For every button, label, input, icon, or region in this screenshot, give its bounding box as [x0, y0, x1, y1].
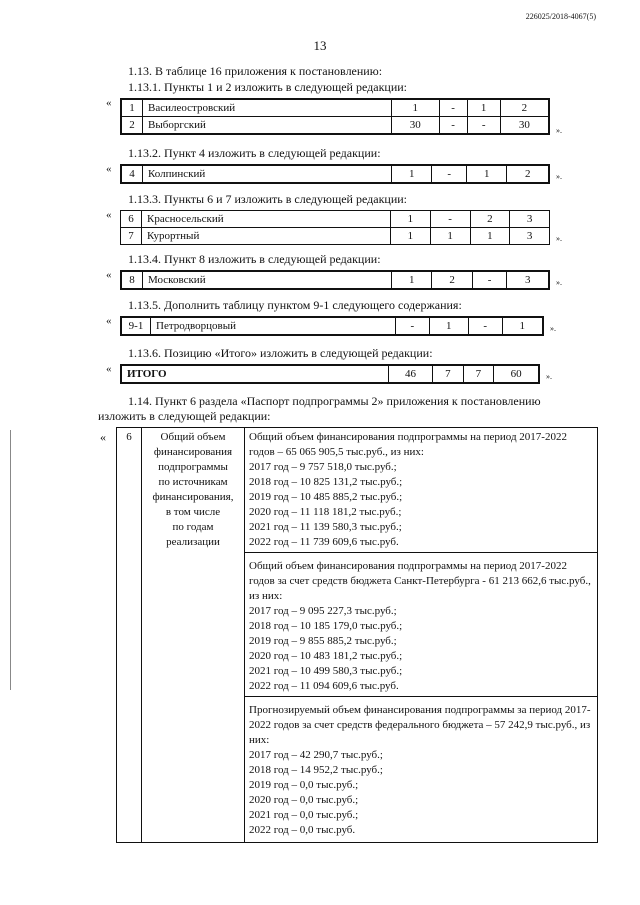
cell-value: 1 — [391, 228, 431, 245]
row-number: 9-1 — [121, 317, 151, 335]
section-1-13-5-label: 1.13.5. Дополнить таблицу пунктом 9-1 следующего содержания: — [128, 298, 462, 312]
cell-value: - — [396, 317, 430, 335]
cell-value: 46 — [389, 365, 433, 383]
section-1-13-6-label: 1.13.6. Позицию «Итого» изложить в следующей редакции: — [128, 346, 433, 360]
close-quote: ». — [556, 172, 562, 181]
open-quote: « — [100, 430, 106, 444]
cell-value: 1 — [470, 228, 510, 245]
year-line: 2020 год – 11 118 181,2 тыс.руб.; — [249, 506, 402, 518]
page-number: 13 — [313, 38, 327, 53]
section-1-13-2-label: 1.13.2. Пункт 4 изложить в следующей редакции: — [128, 146, 381, 160]
table-row — [121, 271, 549, 289]
row-number: 8 — [121, 271, 143, 289]
year-line: 2018 год – 14 952,2 тыс.руб.; — [249, 764, 383, 776]
open-quote: « — [106, 363, 112, 375]
year-line: 2018 год – 10 185 179,0 тыс.руб.; — [249, 620, 403, 632]
cell-value: 1 — [392, 99, 440, 117]
table-row — [121, 211, 550, 228]
cell-value: 7 — [463, 365, 494, 383]
year-line: 2022 год – 0,0 тыс.руб. — [249, 824, 356, 836]
open-quote: « — [106, 269, 112, 281]
spb-budget-paragraph — [245, 557, 597, 697]
row-number: 4 — [121, 165, 143, 183]
row-number: 2 — [121, 117, 143, 135]
section-1-14-line1: 1.14. Пункт 6 раздела «Паспорт подпрограммы 2» приложения к постановлению — [128, 394, 541, 408]
label-line: по годам — [172, 521, 214, 533]
table-row — [121, 365, 539, 383]
close-quote: ». — [556, 234, 562, 243]
paragraph-head: Общий объем финансирования подпрограммы на период 2017-2022 годов за счет средств бюджета Санкт-Петербурга - 61 213 662,6 тыс.руб., из них: — [249, 560, 591, 602]
cell-value: 1 — [392, 165, 432, 183]
year-line: 2019 год – 9 855 885,2 тыс.руб.; — [249, 635, 397, 647]
year-line: 2018 год – 10 825 131,2 тыс.руб.; — [249, 476, 403, 488]
paragraph-head: Прогнозируемый объем финансирования подпрограммы за период 2017-2022 годов за счет средств федерального бюджета – 57 242,9 тыс.руб., из них: — [249, 704, 591, 746]
cell-value: 1 — [430, 228, 470, 245]
open-quote: « — [106, 315, 112, 327]
cell-value: 1 — [392, 271, 432, 289]
paragraph-head: Общий объем финансирования подпрограммы на период 2017-2022 годов – 65 065 905,5 тыс.руб., из них: — [249, 431, 567, 458]
close-quote: ». — [546, 372, 552, 381]
cell-value: 2 — [470, 211, 510, 228]
document-number: 226025/2018-4067(5) — [525, 12, 596, 21]
cell-value: - — [432, 165, 467, 183]
district-name: Московский — [143, 271, 392, 289]
financing-details — [245, 428, 598, 843]
label-line: Общий объем — [160, 431, 226, 443]
section-1-13-4-label: 1.13.4. Пункт 8 изложить в следующей редакции: — [128, 252, 381, 266]
row-number: 7 — [121, 228, 142, 245]
table-16-total — [120, 364, 540, 384]
year-line: 2017 год – 42 290,7 тыс.руб.; — [249, 749, 383, 761]
cell-value: - — [430, 211, 470, 228]
label-line: в том числе — [165, 506, 221, 518]
cell-value: 2 — [500, 99, 549, 117]
label-line: финансирования — [153, 446, 233, 458]
year-line: 2020 год – 0,0 тыс.руб.; — [249, 794, 359, 806]
table-row — [121, 99, 549, 117]
table-row — [121, 317, 543, 335]
district-name: Петродворцовый — [151, 317, 396, 335]
cell-value: - — [467, 117, 500, 135]
cell-value: 30 — [392, 117, 440, 135]
table-16-row-8 — [120, 270, 550, 290]
federal-budget-paragraph — [245, 701, 597, 840]
cell-value: - — [472, 271, 507, 289]
year-line: 2021 год – 10 499 580,3 тыс.руб.; — [249, 665, 403, 677]
year-line: 2020 год – 10 483 181,2 тыс.руб.; — [249, 650, 403, 662]
cell-value: 1 — [429, 317, 468, 335]
table-row — [121, 165, 549, 183]
table-16-row-4 — [120, 164, 550, 184]
year-line: 2021 год – 0,0 тыс.руб.; — [249, 809, 359, 821]
year-line: 2022 год – 11 739 609,6 тыс.руб. — [249, 536, 399, 548]
cell-value: 2 — [507, 165, 549, 183]
cell-value: 1 — [466, 165, 506, 183]
year-line: 2019 год – 0,0 тыс.руб.; — [249, 779, 359, 791]
cell-value: 1 — [502, 317, 543, 335]
cell-value: 1 — [391, 211, 431, 228]
margin-line — [10, 430, 11, 690]
year-line: 2017 год – 9 757 518,0 тыс.руб.; — [249, 461, 397, 473]
subprogram-2-passport-table — [116, 427, 598, 843]
label-line: финансирования, — [152, 491, 234, 503]
year-line: 2021 год – 11 139 580,3 тыс.руб.; — [249, 521, 402, 533]
cell-value: 1 — [467, 99, 500, 117]
cell-value: - — [439, 99, 467, 117]
table-row — [117, 428, 598, 843]
label-line: реализации — [166, 536, 220, 548]
close-quote: ». — [550, 324, 556, 333]
row-number: 1 — [121, 99, 143, 117]
label-line: по источникам — [158, 476, 228, 488]
table-16-rows-6-7 — [120, 210, 550, 245]
label-line: подпрограммы — [158, 461, 228, 473]
district-name: Красносельский — [142, 211, 391, 228]
row-number: 6 — [117, 428, 142, 843]
year-line: 2022 год – 11 094 609,6 тыс.руб. — [249, 680, 399, 692]
cell-value: 3 — [507, 271, 549, 289]
close-quote: ». — [556, 126, 562, 135]
cell-value: - — [439, 117, 467, 135]
year-line: 2019 год – 10 485 885,2 тыс.руб.; — [249, 491, 403, 503]
cell-value: 2 — [432, 271, 472, 289]
table-16-rows-1-2 — [120, 98, 550, 135]
cell-value: 3 — [510, 211, 550, 228]
district-name: Василеостровский — [143, 99, 392, 117]
financing-label — [142, 428, 245, 843]
cell-value: 7 — [433, 365, 464, 383]
cell-value: 30 — [500, 117, 549, 135]
section-1-13-1-label: 1.13.1. Пункты 1 и 2 изложить в следующей редакции: — [128, 80, 408, 94]
district-name: Курортный — [142, 228, 391, 245]
open-quote: « — [106, 209, 112, 221]
table-row — [121, 117, 549, 135]
table-16-row-9-1 — [120, 316, 544, 336]
section-1-13-3-label: 1.13.3. Пункты 6 и 7 изложить в следующей редакции: — [128, 192, 408, 206]
total-label: ИТОГО — [121, 365, 389, 383]
district-name: Выборгский — [143, 117, 392, 135]
open-quote: « — [106, 97, 112, 109]
open-quote: « — [106, 163, 112, 175]
cell-value: 60 — [494, 365, 539, 383]
district-name: Колпинский — [143, 165, 392, 183]
cell-value: 3 — [510, 228, 550, 245]
section-1-13-intro: 1.13. В таблице 16 приложения к постановлению: — [128, 64, 383, 78]
section-1-14-line2: изложить в следующей редакции: — [98, 409, 271, 423]
table-row — [121, 228, 550, 245]
total-financing-paragraph — [245, 428, 597, 553]
cell-value: - — [468, 317, 502, 335]
close-quote: ». — [556, 278, 562, 287]
year-line: 2017 год – 9 095 227,3 тыс.руб.; — [249, 605, 397, 617]
row-number: 6 — [121, 211, 142, 228]
